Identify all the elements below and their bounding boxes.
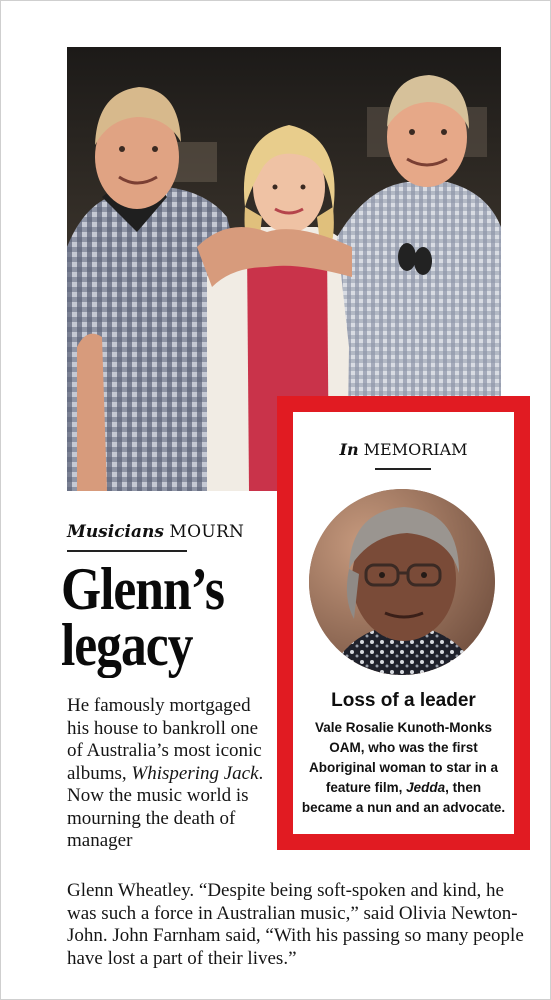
memoriam-text — [299, 718, 508, 818]
headline-line-1: Glenn’s — [61, 556, 224, 622]
memoriam-label — [293, 440, 514, 460]
memoriam-divider — [375, 468, 431, 470]
body-text-part-1: He famously mortgaged his house to bankroll one of Australia’s most iconic albums, — [67, 695, 262, 784]
article-headline — [61, 556, 271, 678]
memoriam-box — [277, 396, 530, 850]
memoriam-portrait — [309, 489, 495, 675]
album-title: Whispering Jack — [131, 762, 259, 784]
memoriam-label-upper: MEMORIAM — [363, 440, 468, 459]
film-title: Jedda — [406, 780, 446, 795]
article-kicker — [67, 521, 244, 543]
kicker-divider — [67, 550, 187, 552]
memoriam-text-part-2: , then became a nun and an advocate. — [301, 780, 506, 815]
kicker-upper: MOURN — [169, 522, 245, 542]
kicker-italic: Musicians — [67, 522, 164, 542]
memoriam-title: Loss of a leader — [331, 690, 476, 711]
body-text-part-2: . Now the music world is mourning the death of manager — [67, 762, 264, 851]
article-body-column — [67, 695, 267, 853]
article-body-wide: Glenn Wheatley. “Despite being soft-spoken and kind, he was such a force in Australian music,” said Olivia Newton-John. John Farnham said, “With his passing so many people have lost a part of their lives.” — [67, 880, 524, 969]
memoriam-text-part-1: Vale Rosalie Kunoth-Monks OAM, who was the first Aboriginal woman to star in a feature film, — [308, 720, 499, 795]
memoriam-label-italic: In — [339, 440, 359, 459]
headline-line-2: legacy — [61, 612, 193, 678]
portrait-illustration — [309, 489, 495, 675]
